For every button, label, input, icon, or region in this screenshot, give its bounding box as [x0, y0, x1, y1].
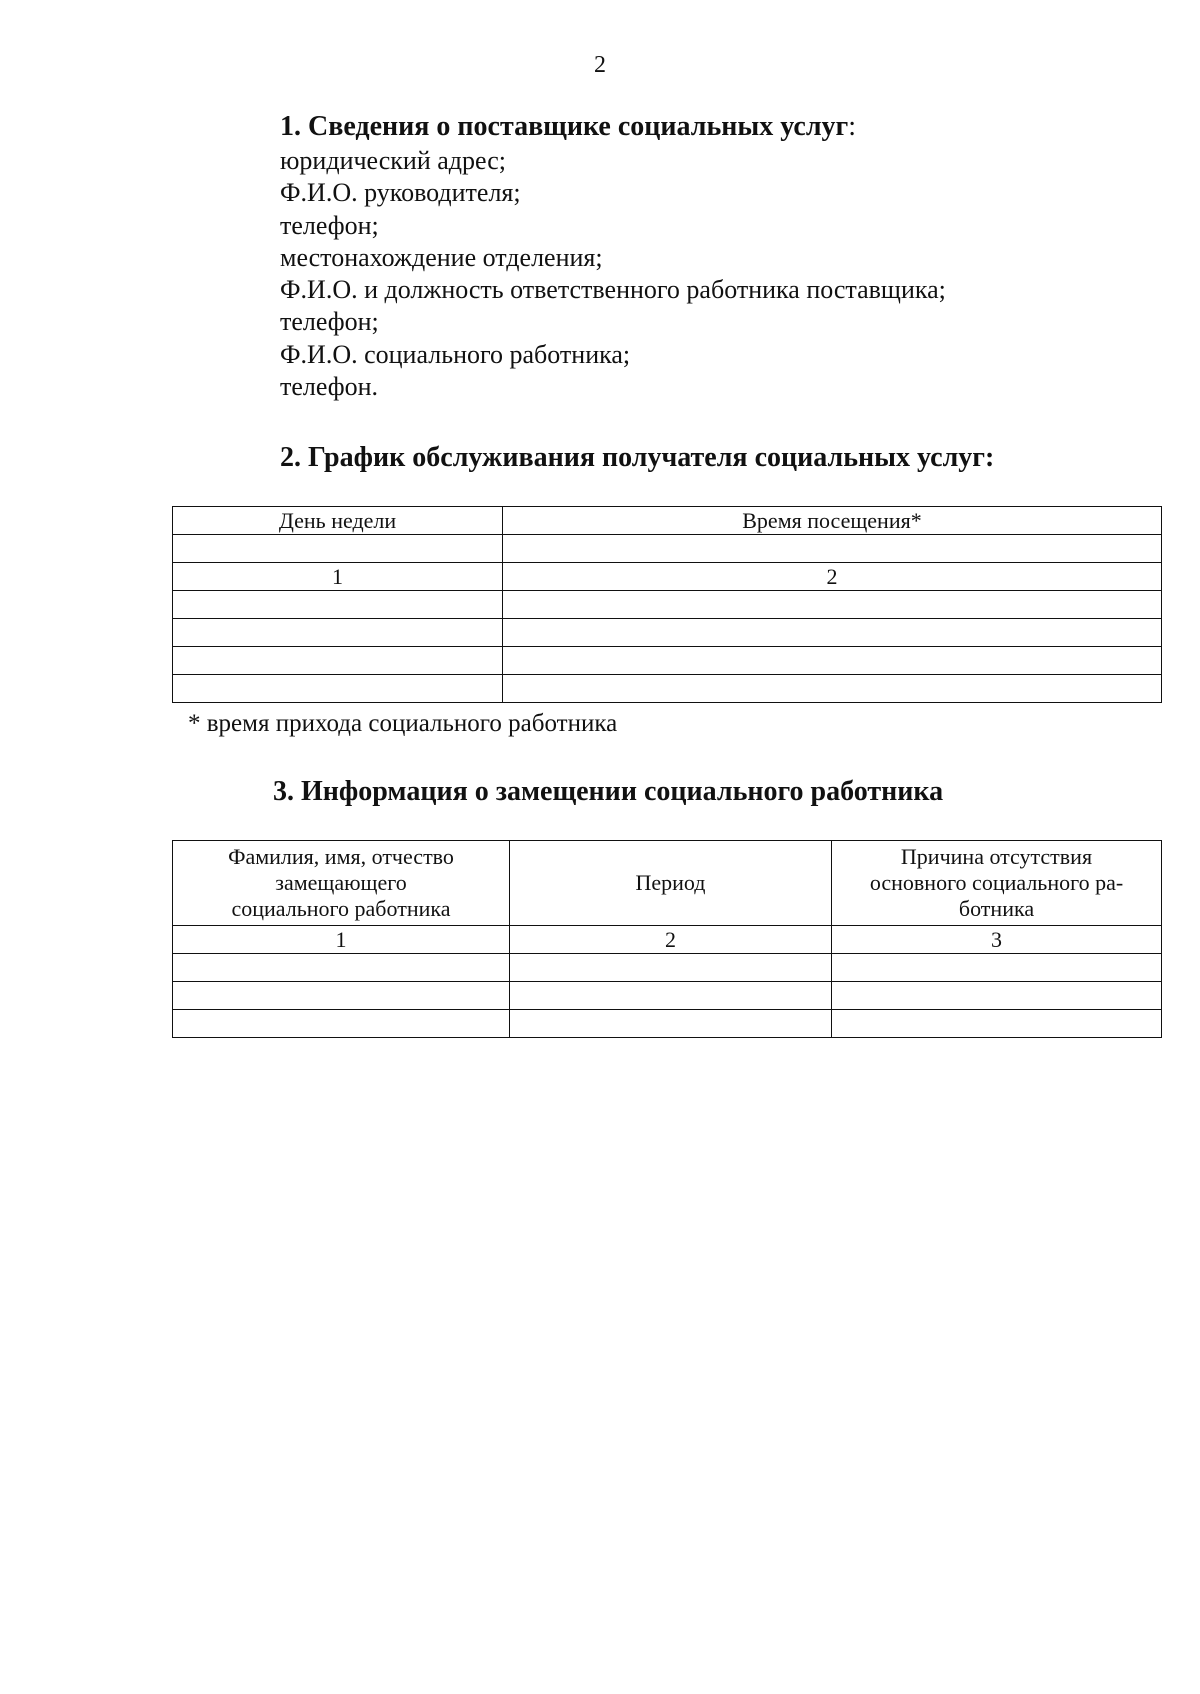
table-cell: [173, 619, 503, 647]
table-cell: [832, 982, 1162, 1010]
header-absence-reason: [832, 841, 1162, 926]
section-1-heading: [280, 109, 1140, 145]
table-cell: [503, 591, 1162, 619]
header-line: социального работника: [231, 896, 451, 921]
info-line-phone-2: телефон;: [280, 307, 379, 337]
provider-info-section: [280, 109, 1140, 403]
table-cell: [173, 591, 503, 619]
info-line-branch-location: местонахождение отделения;: [280, 242, 603, 272]
table-cell: [173, 535, 503, 563]
table-cell: [832, 1010, 1162, 1038]
table-row: [173, 563, 1162, 591]
info-line-legal-address: юридический адрес;: [280, 146, 506, 175]
table-cell: [510, 1010, 832, 1038]
table-row: [173, 647, 1162, 675]
table-row: [173, 591, 1162, 619]
section-1-title: 1. Сведения о поставщике социальных услуг: [280, 111, 849, 142]
table-row: [173, 507, 1162, 535]
header-period: [510, 841, 832, 926]
column-number-2: 2: [510, 926, 832, 954]
replacement-table: [172, 840, 1162, 1038]
header-day-of-week: День недели: [173, 507, 503, 535]
table-cell: [173, 1010, 510, 1038]
header-line: ботника: [958, 896, 1035, 921]
header-line: основного социального ра-: [869, 870, 1124, 895]
table-row: [173, 841, 1162, 926]
table-row: [173, 982, 1162, 1010]
header-line: Причина отсутствия: [900, 844, 1093, 869]
section-3-title: 3. Информация о замещении социального работника: [273, 776, 944, 807]
column-number-2: 2: [503, 563, 1162, 591]
header-line: Фамилия, имя, отчество: [228, 844, 454, 869]
header-replacement-worker: [173, 841, 510, 926]
info-line-responsible-worker: Ф.И.О. и должность ответственного работника поставщика;: [280, 275, 946, 305]
schedule-table: [172, 506, 1162, 703]
section-1-colon: :: [848, 111, 857, 142]
table-cell: [173, 675, 503, 703]
table-row: [173, 926, 1162, 954]
header-visit-time: Время посещения*: [503, 507, 1162, 535]
table-cell: [832, 954, 1162, 982]
page-number: 2: [594, 52, 606, 78]
header-line: замещающего: [275, 870, 407, 895]
info-line-head-name: Ф.И.О. руководителя;: [280, 178, 521, 208]
column-number-1: 1: [173, 563, 503, 591]
table-row: [173, 954, 1162, 982]
table-row: [173, 535, 1162, 563]
info-line-phone-1: телефон;: [280, 210, 379, 240]
column-number-1: 1: [173, 926, 510, 954]
table-cell: [510, 982, 832, 1010]
section-2-title: 2. График обслуживания получателя социальных услуг:: [280, 442, 995, 473]
table-cell: [503, 675, 1162, 703]
table-cell: [173, 647, 503, 675]
table-cell: [503, 619, 1162, 647]
table-row: [173, 619, 1162, 647]
table-cell: [503, 535, 1162, 563]
info-line-phone-3: телефон.: [280, 372, 378, 402]
table-cell: [510, 954, 832, 982]
schedule-footnote: * время прихода социального работника: [188, 710, 618, 737]
table-row: [173, 675, 1162, 703]
info-line-social-worker: Ф.И.О. социального работника;: [280, 339, 631, 369]
table-row: [173, 1010, 1162, 1038]
table-cell: [503, 647, 1162, 675]
table-cell: [173, 954, 510, 982]
column-number-3: 3: [832, 926, 1162, 954]
header-line: Период: [635, 870, 706, 895]
table-cell: [173, 982, 510, 1010]
